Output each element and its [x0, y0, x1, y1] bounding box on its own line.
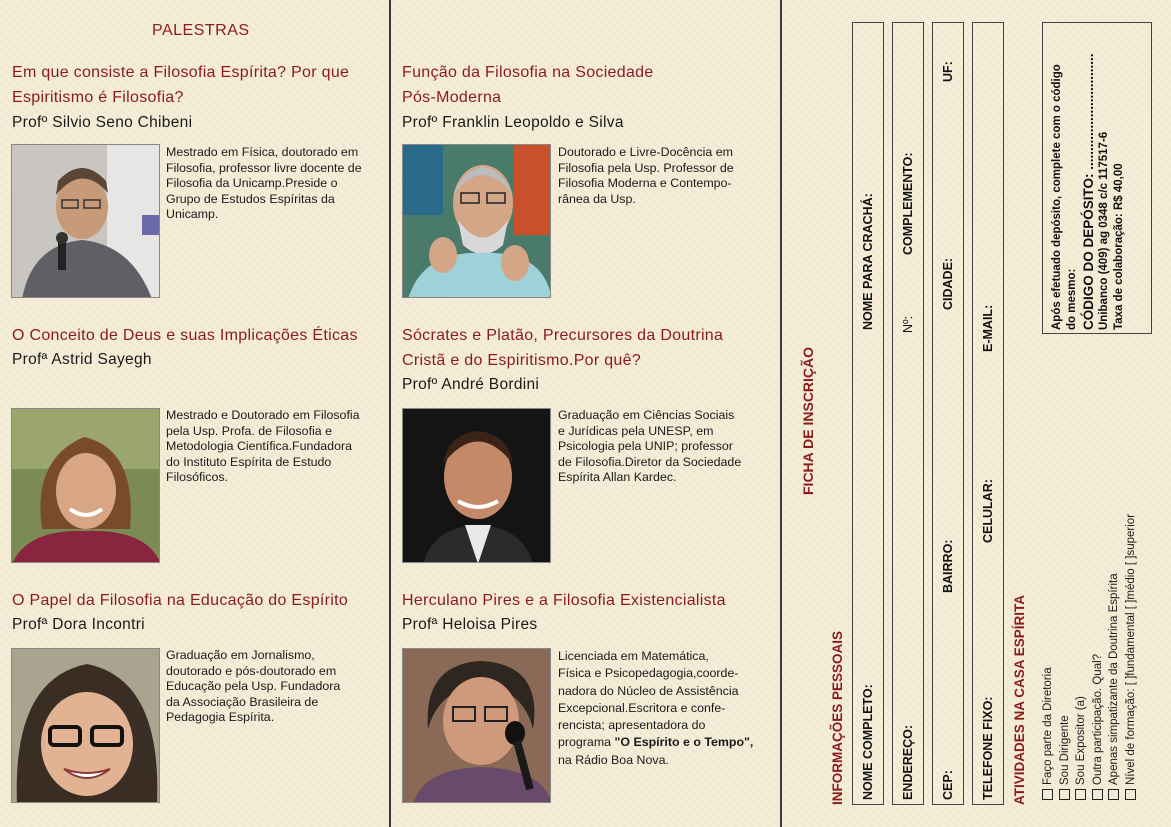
checkbox-icon: [1075, 789, 1086, 800]
endereco-label: ENDEREÇO:: [901, 724, 915, 800]
activity-option[interactable]: Apenas simpatizante da Doutrina Espírita: [1106, 514, 1123, 800]
talk-title: Herculano Pires e a Filosofia Existencialista: [402, 592, 726, 609]
complemento-label: COMPLEMENTO:: [901, 152, 915, 255]
uf-label: UF:: [941, 61, 955, 82]
speaker-bio: Mestrado e Doutorado em Filosofia pela Usp. Profa. de Filosofia e Metodologia Científica.Fundadora do Instituto Espírita de Estudo Filosóficos.: [166, 408, 360, 485]
speaker-photo: [402, 408, 551, 563]
section-header: PALESTRAS: [152, 22, 250, 39]
speaker-name: Profº André Bordini: [402, 376, 540, 393]
speaker-photo: [11, 144, 160, 298]
speaker-bio: Graduação em Ciências Sociais e Jurídicas pela UNESP, em Psicologia pela UNIP; professor de Filosofia.Diretor da Sociedade Espírita Allan Kardec.: [558, 408, 742, 485]
field-phone[interactable]: [972, 22, 1004, 805]
speaker-bio: Licenciada em Matemática, Física e Psicopedagogia,coorde- nadora do Núcleo de Assistência Excepcional.Escritora e confe- rencista; apresentadora do programa "O Espírito e o Tempo", na Rádio Boa Nova.: [558, 649, 754, 767]
speaker-bio: Mestrado em Física, doutorado em Filosofia, professor livre docente de Filosofia da Unicamp.Preside o Grupo de Estudos Espíritas da Unicamp.: [166, 145, 362, 222]
speaker-name: Profª Dora Incontri: [12, 616, 145, 633]
cep-label: CEP:: [941, 770, 955, 800]
email-label: E-MAIL:: [981, 304, 995, 352]
speaker-name: Profº Franklin Leopoldo e Silva: [402, 114, 624, 131]
personal-info-heading: INFORMAÇÕES PESSOAIS: [830, 630, 845, 805]
speaker-name: Profº Silvio Seno Chibeni: [12, 114, 193, 131]
deposit-info: Após efetuado depósito, complete com o código do mesmo: CÓDIGO DO DEPÓSITO: ............................... Unibanco (409) ag 0348 c/c 117517-6 Taxa de colaboração: R$ 40,00: [1051, 53, 1125, 330]
talk-title: Em que consiste a Filosofia Espírita? Por que Espiritismo é Filosofia?: [12, 64, 350, 106]
telefone-label: TELEFONE FIXO:: [981, 696, 995, 800]
speaker-photo: [402, 648, 551, 803]
activities-list: [1040, 514, 1139, 800]
column-divider: [780, 0, 782, 827]
celular-label: CELULAR:: [981, 479, 995, 543]
checkbox-icon: [1108, 789, 1119, 800]
field-address[interactable]: [892, 22, 924, 805]
speaker-name: Profª Astrid Sayegh: [12, 351, 152, 368]
talk-title: O Conceito de Deus e suas Implicações Éticas: [12, 327, 358, 344]
activity-option[interactable]: Sou Dirigente: [1057, 514, 1074, 800]
checkbox-icon: [1042, 789, 1053, 800]
field-cep[interactable]: [932, 22, 964, 805]
form-title: FICHA DE INSCRIÇÃO: [800, 346, 816, 495]
speaker-photo: [11, 648, 160, 803]
column-divider: [389, 0, 391, 827]
activity-option[interactable]: Outra participação. Qual?: [1090, 514, 1107, 800]
speaker-photo: [11, 408, 160, 563]
numero-label: Nº:: [901, 315, 915, 333]
talk-title: Função da Filosofia na Sociedade Pós-Moderna: [402, 64, 654, 106]
cidade-label: CIDADE:: [941, 257, 955, 310]
activity-option[interactable]: Faço parte da Diretoria: [1040, 514, 1057, 800]
checkbox-icon: [1059, 789, 1070, 800]
checkbox-icon: [1125, 789, 1136, 800]
nome-cracha-label: NOME PARA CRACHÁ:: [861, 193, 875, 330]
talk-title: Sócrates e Platão, Precursores da Doutrina Cristã e do Espiritismo.Por quê?: [402, 327, 724, 369]
nome-completo-label: NOME COMPLETO:: [861, 684, 875, 800]
checkbox-icon: [1092, 789, 1103, 800]
bairro-label: BAIRRO:: [941, 539, 955, 593]
activity-option[interactable]: Nível de formação: [ ]fundamental [ ]médio [ ]superior: [1123, 514, 1140, 800]
speaker-bio: Graduação em Jornalismo, doutorado e pós-doutorado em Educação pela Usp. Fundadora da Associação Brasileira de Pedagogia Espírita.: [166, 648, 341, 725]
talk-title: O Papel da Filosofia na Educação do Espírito: [12, 592, 349, 609]
activities-heading: ATIVIDADES NA CASA ESPÍRITA: [1012, 594, 1027, 805]
speaker-name: Profª Heloisa Pires: [402, 616, 538, 633]
activity-option[interactable]: Sou Expositor (a): [1073, 514, 1090, 800]
speaker-bio: Doutorado e Livre-Docência em Filosofia pela Usp. Professor de Filosofia Moderna e Contempo- rânea da Usp.: [558, 145, 734, 206]
speaker-photo: [402, 144, 551, 298]
deposit-code-field[interactable]: CÓDIGO DO DEPÓSITO: ...............................: [1081, 53, 1096, 330]
